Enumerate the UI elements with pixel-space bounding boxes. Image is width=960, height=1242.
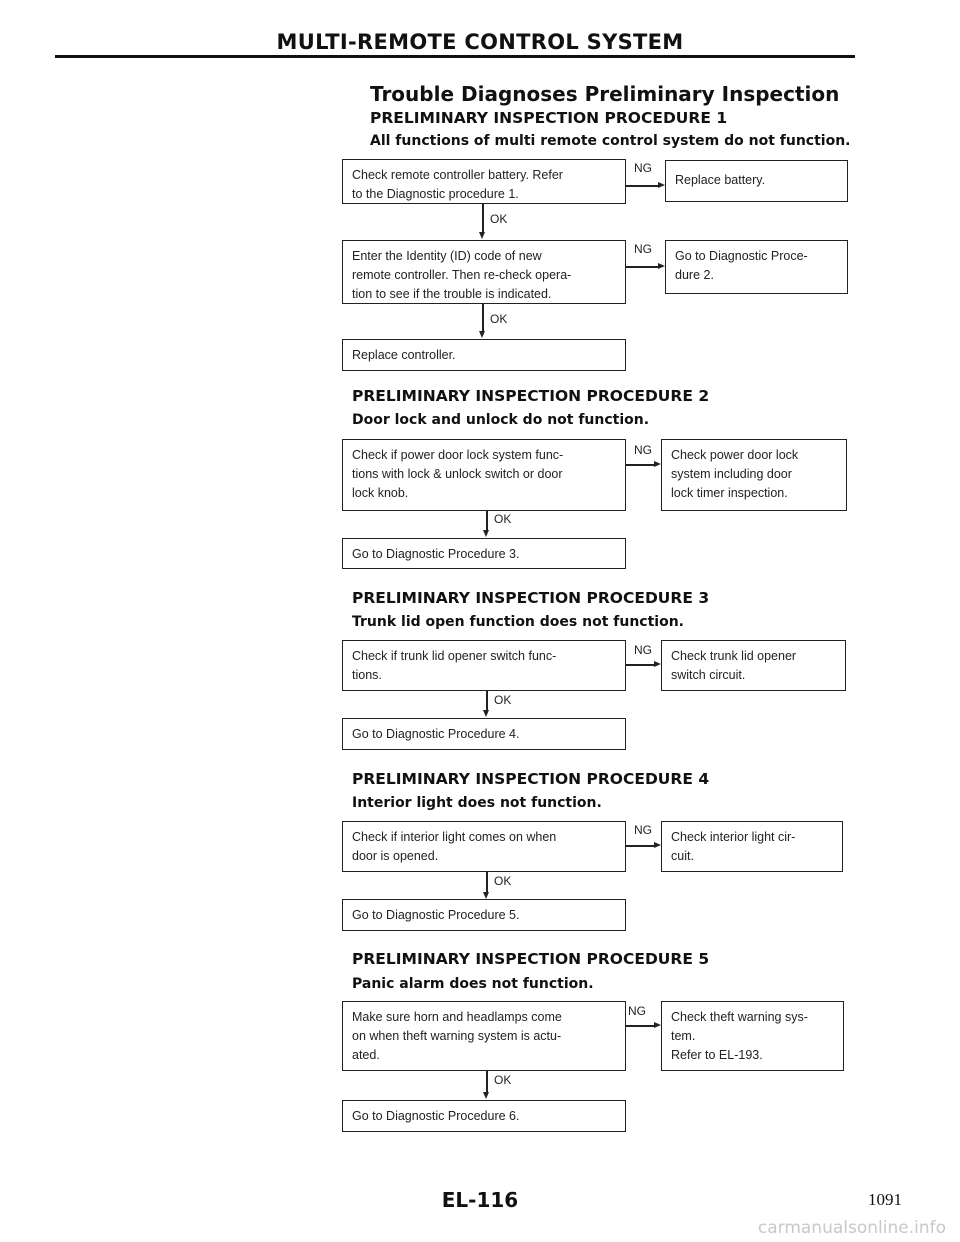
procedure-4-symptom: Interior light does not function. bbox=[352, 795, 602, 811]
procedure-3-symptom: Trunk lid open function does not function. bbox=[352, 614, 684, 630]
procedure-3-ok-line bbox=[486, 691, 488, 711]
page-header-title: MULTI-REMOTE CONTROL SYSTEM bbox=[276, 30, 684, 54]
header-rule bbox=[55, 55, 855, 58]
procedure-1-step-1-ng-arrow-icon bbox=[658, 182, 665, 188]
procedure-5-ok-label: OK bbox=[494, 1073, 512, 1087]
procedure-5-ng-label: NG bbox=[628, 1004, 646, 1018]
procedure-2-ok-arrow-icon bbox=[483, 530, 489, 537]
procedure-5-ok-arrow-icon bbox=[483, 1092, 489, 1099]
procedure-1-step-1-ng-box: Replace battery. bbox=[665, 160, 848, 202]
procedure-1-step-1-ng-label: NG bbox=[634, 161, 652, 175]
procedure-5-ok-box: Go to Diagnostic Procedure 6. bbox=[342, 1100, 626, 1132]
procedure-2-ng-box: Check power door lock system including door lock timer inspection. bbox=[661, 439, 847, 511]
procedure-1-step-1-ok-arrow-icon bbox=[479, 232, 485, 239]
procedure-2-ng-arrow-icon bbox=[654, 461, 661, 467]
procedure-1-step-1-ng-line bbox=[626, 185, 658, 187]
main-title: Trouble Diagnoses Preliminary Inspection bbox=[370, 82, 840, 106]
procedure-1-step-2-ng-line bbox=[626, 266, 658, 268]
procedure-4-ok-line bbox=[486, 872, 488, 893]
procedure-3-ng-label: NG bbox=[634, 643, 652, 657]
procedure-1-step-2-ng-arrow-icon bbox=[658, 263, 665, 269]
procedure-1-step-2-ok-line bbox=[482, 304, 484, 332]
procedure-5-ng-line bbox=[626, 1025, 654, 1027]
procedure-3-ng-line bbox=[626, 664, 654, 666]
procedure-3-ng-box: Check trunk lid opener switch circuit. bbox=[661, 640, 846, 691]
procedure-3-ng-arrow-icon bbox=[654, 661, 661, 667]
procedure-1-step-3-box: Replace controller. bbox=[342, 339, 626, 371]
procedure-5-symptom: Panic alarm does not function. bbox=[352, 976, 594, 992]
procedure-1-step-2-ng-label: NG bbox=[634, 242, 652, 256]
procedure-2-ok-line bbox=[486, 511, 488, 531]
procedure-5-heading: PRELIMINARY INSPECTION PROCEDURE 5 bbox=[352, 950, 710, 968]
procedure-2-symptom: Door lock and unlock do not function. bbox=[352, 412, 650, 428]
procedure-1-step-2-ok-arrow-icon bbox=[479, 331, 485, 338]
procedure-5-ng-box: Check theft warning sys- tem. Refer to EL-193. bbox=[661, 1001, 844, 1071]
procedure-2-ng-label: NG bbox=[634, 443, 652, 457]
procedure-1-step-2-ok-label: OK bbox=[490, 312, 508, 326]
page-number: 1091 bbox=[868, 1190, 902, 1209]
procedure-5-ok-line bbox=[486, 1071, 488, 1093]
watermark: carmanualsonline.info bbox=[757, 1218, 946, 1238]
procedure-4-ok-arrow-icon bbox=[483, 892, 489, 899]
procedure-2-ok-box: Go to Diagnostic Procedure 3. bbox=[342, 538, 626, 569]
procedure-2-heading: PRELIMINARY INSPECTION PROCEDURE 2 bbox=[352, 387, 710, 405]
procedure-1-heading: PRELIMINARY INSPECTION PROCEDURE 1 bbox=[370, 109, 728, 127]
procedure-5-ng-arrow-icon bbox=[654, 1022, 661, 1028]
procedure-1-step-1-ok-line bbox=[482, 204, 484, 233]
procedure-1-step-1-box: Check remote controller battery. Refer to the Diagnostic procedure 1. bbox=[342, 159, 626, 204]
procedure-4-ng-label: NG bbox=[634, 823, 652, 837]
procedure-1-step-2-ng-box: Go to Diagnostic Proce- dure 2. bbox=[665, 240, 848, 294]
procedure-3-heading: PRELIMINARY INSPECTION PROCEDURE 3 bbox=[352, 589, 710, 607]
procedure-3-ok-arrow-icon bbox=[483, 710, 489, 717]
procedure-4-ok-box: Go to Diagnostic Procedure 5. bbox=[342, 899, 626, 931]
procedure-2-ok-label: OK bbox=[494, 512, 512, 526]
procedure-2-check-box: Check if power door lock system func- tions with lock & unlock switch or door lock knob. bbox=[342, 439, 626, 511]
procedure-3-ok-label: OK bbox=[494, 693, 512, 707]
procedure-4-ok-label: OK bbox=[494, 874, 512, 888]
procedure-3-ok-box: Go to Diagnostic Procedure 4. bbox=[342, 718, 626, 750]
procedure-4-heading: PRELIMINARY INSPECTION PROCEDURE 4 bbox=[352, 770, 710, 788]
procedure-1-symptom: All functions of multi remote control system do not function. bbox=[370, 133, 851, 149]
procedure-3-check-box: Check if trunk lid opener switch func- tions. bbox=[342, 640, 626, 691]
page-code: EL-116 bbox=[441, 1188, 519, 1212]
procedure-1-step-1-ok-label: OK bbox=[490, 212, 508, 226]
procedure-4-ng-box: Check interior light cir- cuit. bbox=[661, 821, 843, 872]
procedure-2-ng-line bbox=[626, 464, 654, 466]
procedure-4-ng-line bbox=[626, 845, 654, 847]
procedure-1-step-2-box: Enter the Identity (ID) code of new remote controller. Then re-check opera- tion to see if the trouble is indicated. bbox=[342, 240, 626, 304]
procedure-5-check-box: Make sure horn and headlamps come on when theft warning system is actu- ated. bbox=[342, 1001, 626, 1071]
procedure-4-ng-arrow-icon bbox=[654, 842, 661, 848]
procedure-4-check-box: Check if interior light comes on when door is opened. bbox=[342, 821, 626, 872]
